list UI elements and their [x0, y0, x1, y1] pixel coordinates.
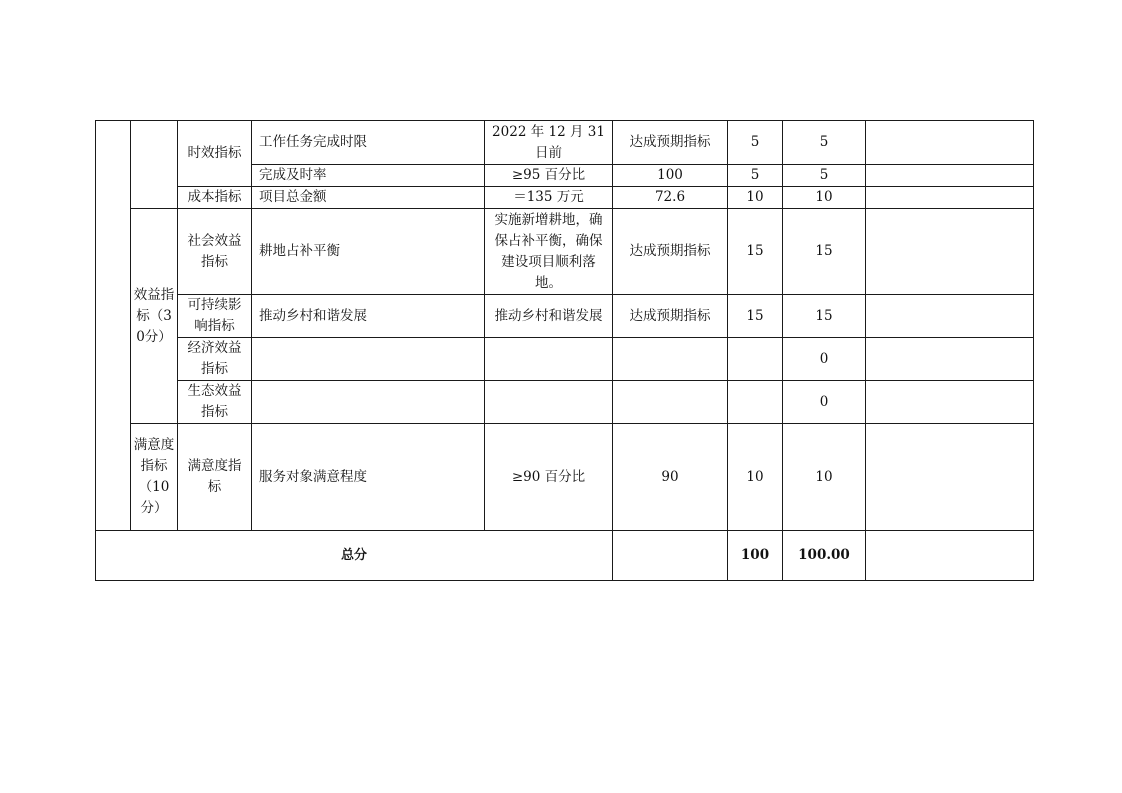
- table-row: [96, 121, 1034, 165]
- table-row: [96, 187, 1034, 209]
- target-value: 推动乡村和谐发展: [485, 295, 613, 338]
- indicator-item: 推动乡村和谐发展: [252, 295, 485, 338]
- weight-value: 10: [728, 424, 783, 531]
- note-cell: [866, 209, 1034, 295]
- score-value: 10: [783, 187, 866, 209]
- level2-cell-output: [131, 121, 178, 209]
- level2-satisfaction: 满意度指标（10分）: [131, 424, 178, 531]
- level3-social: 社会效益指标: [178, 209, 252, 295]
- note-cell: [866, 424, 1034, 531]
- note-cell: [866, 338, 1034, 381]
- score-value: 15: [783, 209, 866, 295]
- level3-satisfaction: 满意度指标: [178, 424, 252, 531]
- level3-timeliness: 时效指标: [178, 121, 252, 187]
- target-value: [485, 381, 613, 424]
- actual-value: [613, 381, 728, 424]
- table-row: [96, 424, 1034, 531]
- note-cell: [866, 187, 1034, 209]
- table-row: [96, 209, 1034, 295]
- total-row: [96, 531, 1034, 581]
- target-value: [485, 338, 613, 381]
- actual-value: 72.6: [613, 187, 728, 209]
- total-note: [866, 531, 1034, 581]
- actual-value: 达成预期指标: [613, 209, 728, 295]
- indicator-item: 服务对象满意程度: [252, 424, 485, 531]
- weight-value: 10: [728, 187, 783, 209]
- indicator-item: 完成及时率: [252, 165, 485, 187]
- total-label: 总分: [96, 531, 613, 581]
- indicator-item: 耕地占补平衡: [252, 209, 485, 295]
- weight-value: [728, 381, 783, 424]
- table-row: [96, 295, 1034, 338]
- weight-value: 15: [728, 209, 783, 295]
- performance-table: [95, 120, 1034, 581]
- note-cell: [866, 121, 1034, 165]
- level3-ecological: 生态效益指标: [178, 381, 252, 424]
- level2-benefit: 效益指标（30分）: [131, 209, 178, 424]
- note-cell: [866, 165, 1034, 187]
- indicator-item: [252, 381, 485, 424]
- score-value: 5: [783, 165, 866, 187]
- target-value: ≥90 百分比: [485, 424, 613, 531]
- score-value: 0: [783, 338, 866, 381]
- target-value: ≥95 百分比: [485, 165, 613, 187]
- indicator-item: 项目总金额: [252, 187, 485, 209]
- table-row: [96, 338, 1034, 381]
- total-actual: [613, 531, 728, 581]
- level1-cell: [96, 121, 131, 531]
- level3-cost: 成本指标: [178, 187, 252, 209]
- weight-value: 5: [728, 121, 783, 165]
- indicator-item: 工作任务完成时限: [252, 121, 485, 165]
- indicator-item: [252, 338, 485, 381]
- weight-value: 5: [728, 165, 783, 187]
- actual-value: 90: [613, 424, 728, 531]
- weight-value: 15: [728, 295, 783, 338]
- actual-value: 达成预期指标: [613, 295, 728, 338]
- note-cell: [866, 295, 1034, 338]
- level3-sustainable: 可持续影响指标: [178, 295, 252, 338]
- score-value: 15: [783, 295, 866, 338]
- actual-value: [613, 338, 728, 381]
- target-value: 2022 年 12 月 31 日前: [485, 121, 613, 165]
- level3-economic: 经济效益指标: [178, 338, 252, 381]
- target-value: ＝135 万元: [485, 187, 613, 209]
- total-weight: 100: [728, 531, 783, 581]
- actual-value: 100: [613, 165, 728, 187]
- target-value: 实施新增耕地，确保占补平衡，确保建设项目顺利落地。: [485, 209, 613, 295]
- score-value: 10: [783, 424, 866, 531]
- table-row: [96, 381, 1034, 424]
- total-score: 100.00: [783, 531, 866, 581]
- note-cell: [866, 381, 1034, 424]
- score-value: 5: [783, 121, 866, 165]
- actual-value: 达成预期指标: [613, 121, 728, 165]
- weight-value: [728, 338, 783, 381]
- score-value: 0: [783, 381, 866, 424]
